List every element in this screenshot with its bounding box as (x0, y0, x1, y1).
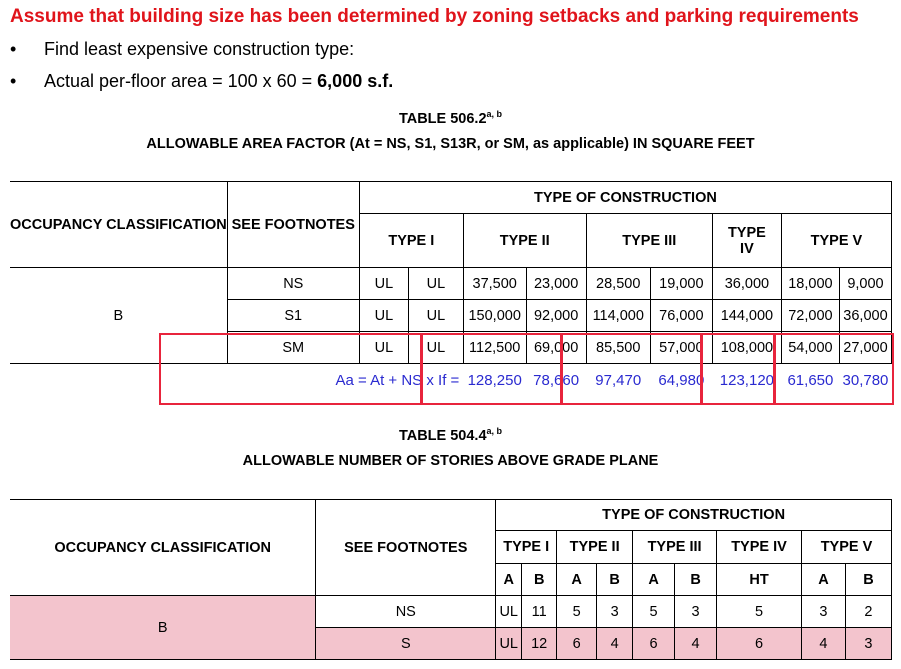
table-cell: 3 (801, 596, 845, 628)
table1-title (0, 109, 901, 127)
type-iii-header: TYPE III (633, 531, 717, 564)
table2-subtitle: ALLOWABLE NUMBER OF STORIES ABOVE GRADE PLANE (242, 453, 659, 469)
table-cell: 72,000 (781, 300, 839, 332)
table-cell: UL (496, 596, 522, 628)
bullet-text: Actual per-floor area = 100 x 60 = (44, 71, 318, 91)
subtype-header: B (845, 564, 891, 596)
type-i-header: TYPE I (359, 214, 463, 268)
table-cell: 4 (675, 628, 717, 660)
table-cell: 114,000 (586, 300, 650, 332)
table-cell: 27,000 (839, 332, 891, 364)
allowable-stories-table (10, 499, 892, 660)
bullet-text: Find least expensive construction type: (44, 39, 355, 59)
table-cell: 4 (597, 628, 633, 660)
subtype-header: A (496, 564, 522, 596)
table-cell: 36,000 (712, 268, 781, 300)
table-cell: 54,000 (781, 332, 839, 364)
table-cell: 28,500 (586, 268, 650, 300)
bullet-dot: • (10, 71, 17, 91)
formula-value: 30,780 (842, 372, 889, 390)
type-iv-header: TYPE IV (717, 531, 802, 564)
subtype-header: B (597, 564, 633, 596)
subtype-header: B (522, 564, 557, 596)
row-label-ns: NS (227, 268, 359, 300)
formula-value: 123,120 (719, 372, 775, 390)
table-cell: 6 (633, 628, 675, 660)
bullet-dot: • (10, 39, 17, 59)
table-cell: 144,000 (712, 300, 781, 332)
slide-heading: Assume that building size has been determined by zoning setbacks and parking requirements (10, 6, 859, 27)
subtype-header: A (801, 564, 845, 596)
occupancy-b-cell: B (10, 596, 316, 660)
table-cell: 19,000 (650, 268, 712, 300)
table-cell: UL (409, 332, 464, 364)
formula-value: 61,650 (787, 372, 834, 390)
type-iii-header: TYPE III (586, 214, 712, 268)
table-cell: 37,500 (463, 268, 526, 300)
formula-value: 97,470 (595, 372, 642, 390)
subtype-header: A (557, 564, 597, 596)
bullet-construction-type (10, 39, 354, 60)
table-cell: 76,000 (650, 300, 712, 332)
table-cell: 112,500 (463, 332, 526, 364)
type-ii-header: TYPE II (463, 214, 586, 268)
area-formula: Aa = At + NS x If = (335, 372, 460, 390)
bullet-floor-area (10, 71, 393, 92)
footnotes-header: SEE FOOTNOTES (227, 182, 359, 268)
table-cell: 18,000 (781, 268, 839, 300)
table-cell: 6 (717, 628, 802, 660)
table-cell: 3 (845, 628, 891, 660)
table2-title-sup: a, b (486, 426, 503, 436)
table-cell: 3 (597, 596, 633, 628)
formula-value: 128,250 (467, 372, 522, 390)
type-v-header: TYPE V (781, 214, 891, 268)
table-cell: 92,000 (526, 300, 586, 332)
table-cell: 9,000 (839, 268, 891, 300)
subtype-header: B (675, 564, 717, 596)
type-of-construction-header: TYPE OF CONSTRUCTION (359, 182, 891, 214)
table-cell: 69,000 (526, 332, 586, 364)
type-ii-header: TYPE II (557, 531, 633, 564)
table2-title (0, 426, 901, 444)
formula-value: 78,660 (533, 372, 580, 390)
type-i-header: TYPE I (496, 531, 557, 564)
footnotes-header: SEE FOOTNOTES (316, 500, 496, 596)
table-cell: 23,000 (526, 268, 586, 300)
empty-cell (10, 364, 227, 398)
table-cell: 11 (522, 596, 557, 628)
table-cell: 5 (717, 596, 802, 628)
allowable-area-table (10, 181, 892, 398)
table-cell: 57,000 (650, 332, 712, 364)
row-label-ns: NS (316, 596, 496, 628)
table-cell: 150,000 (463, 300, 526, 332)
row-label-sm: SM (227, 332, 359, 364)
table1-title-sup: a, b (486, 109, 503, 119)
table-cell: 108,000 (712, 332, 781, 364)
occupancy-classification-header: OCCUPANCY CLASSIFICATION (10, 500, 316, 596)
table-cell: 36,000 (839, 300, 891, 332)
row-label-s: S (316, 628, 496, 660)
table1-subtitle: ALLOWABLE AREA FACTOR (At = NS, S1, S13R, or SM, as applicable) IN SQUARE FEET (146, 136, 755, 152)
table-cell: UL (359, 268, 408, 300)
table-cell: 12 (522, 628, 557, 660)
table-cell: 5 (633, 596, 675, 628)
table2-title-text: TABLE 504.4 (398, 427, 487, 444)
row-label-s1: S1 (227, 300, 359, 332)
formula-value: 64,980 (658, 372, 705, 390)
occupancy-b-cell: B (10, 268, 227, 364)
table-cell: UL (359, 332, 408, 364)
type-of-construction-header: TYPE OF CONSTRUCTION (496, 500, 892, 531)
table-cell: 85,500 (586, 332, 650, 364)
table-cell: UL (496, 628, 522, 660)
table-cell: UL (359, 300, 408, 332)
occupancy-header: OCCUPANCY CLASSIFICATION (10, 182, 227, 268)
floor-area-value: 6,000 s.f. (317, 71, 394, 91)
table-cell: 3 (675, 596, 717, 628)
type-iv-header: TYPE IV (712, 214, 781, 268)
table-cell: 2 (845, 596, 891, 628)
subtype-header: A (633, 564, 675, 596)
table-cell: 6 (557, 628, 597, 660)
table1-title-text: TABLE 506.2 (398, 110, 487, 127)
subtype-header: HT (717, 564, 802, 596)
table-cell: UL (409, 268, 464, 300)
table-cell: 4 (801, 628, 845, 660)
table-cell: UL (409, 300, 464, 332)
table-cell: 5 (557, 596, 597, 628)
type-v-header: TYPE V (801, 531, 891, 564)
